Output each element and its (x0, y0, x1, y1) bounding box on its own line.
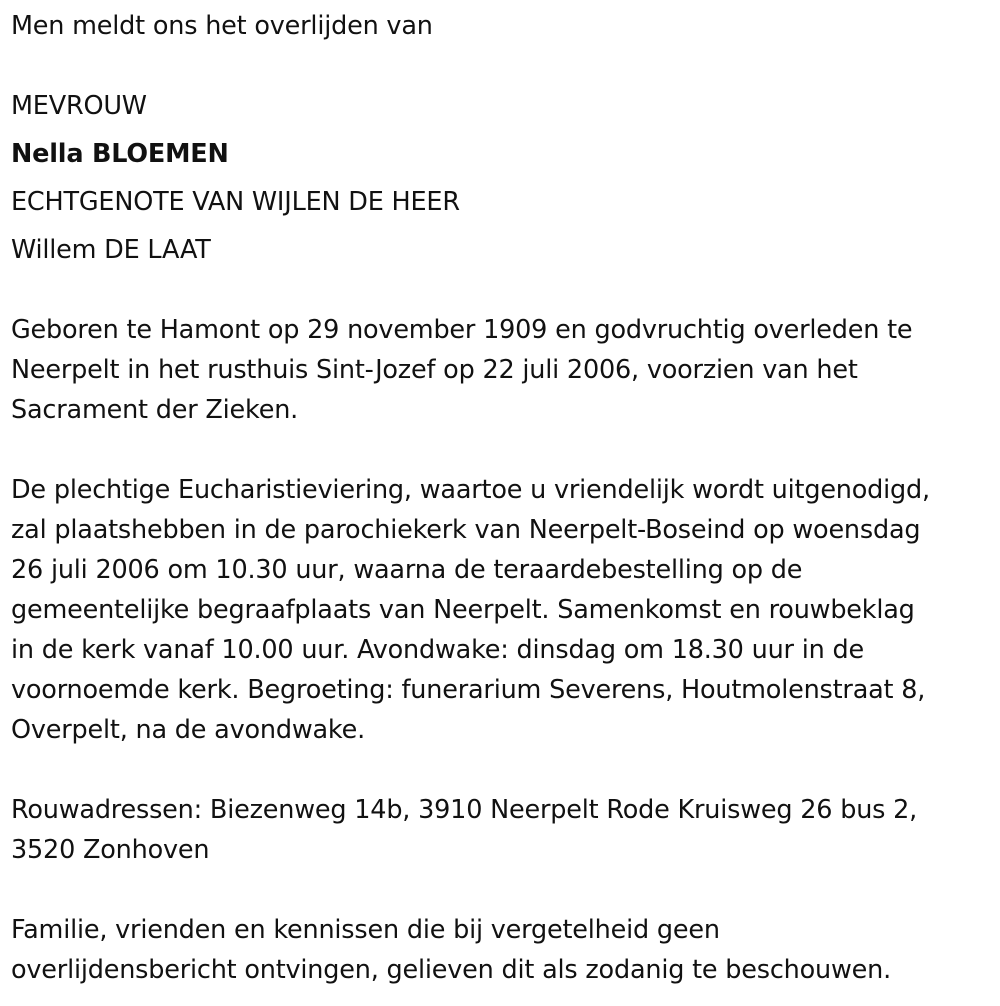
paragraph-line: Familie, vrienden en kennissen die bij vergetelheid geen (11, 915, 720, 945)
honorific: MEVROUW (11, 91, 147, 121)
funeral-info-paragraph (11, 470, 991, 750)
paragraph-line: zal plaatshebben in de parochiekerk van Neerpelt-Boseind op woensdag (11, 515, 921, 545)
paragraph-line: Sacrament der Zieken. (11, 395, 299, 425)
intro-text: Men meldt ons het overlijden van (11, 11, 433, 41)
deceased-name: Nella BLOEMEN (11, 139, 229, 169)
paragraph-line: overlijdensbericht ontvingen, gelieven dit als zodanig te beschouwen. (11, 955, 892, 985)
paragraph-line: Geboren te Hamont op 29 november 1909 en godvruchtig overleden te (11, 315, 913, 345)
paragraph-line: gemeentelijke begraafplaats van Neerpelt. Samenkomst en rouwbeklag (11, 595, 915, 625)
spouse-title: ECHTGENOTE VAN WIJLEN DE HEER (11, 187, 460, 217)
obituary-notice (11, 0, 991, 990)
paragraph-line: in de kerk vanaf 10.00 uur. Avondwake: dinsdag om 18.30 uur in de (11, 635, 864, 665)
paragraph-line: 26 juli 2006 om 10.30 uur, waarna de teraardebestelling op de (11, 555, 803, 585)
paragraph-line: voornoemde kerk. Begroeting: funerarium Severens, Houtmolenstraat 8, (11, 675, 926, 705)
paragraph-line: Rouwadressen: Biezenweg 14b, 3910 Neerpelt Rode Kruisweg 26 bus 2, (11, 795, 918, 825)
paragraph-line: De plechtige Eucharistieviering, waartoe u vriendelijk wordt uitgenodigd, (11, 475, 930, 505)
birth-death-paragraph (11, 310, 991, 430)
paragraph-line: Overpelt, na de avondwake. (11, 715, 365, 745)
addresses-paragraph (11, 790, 991, 870)
paragraph-line: 3520 Zonhoven (11, 835, 210, 865)
paragraph-line: Neerpelt in het rusthuis Sint-Jozef op 22 juli 2006, voorzien van het (11, 355, 858, 385)
spouse-name: Willem DE LAAT (11, 235, 211, 265)
family-note-paragraph (11, 910, 991, 990)
